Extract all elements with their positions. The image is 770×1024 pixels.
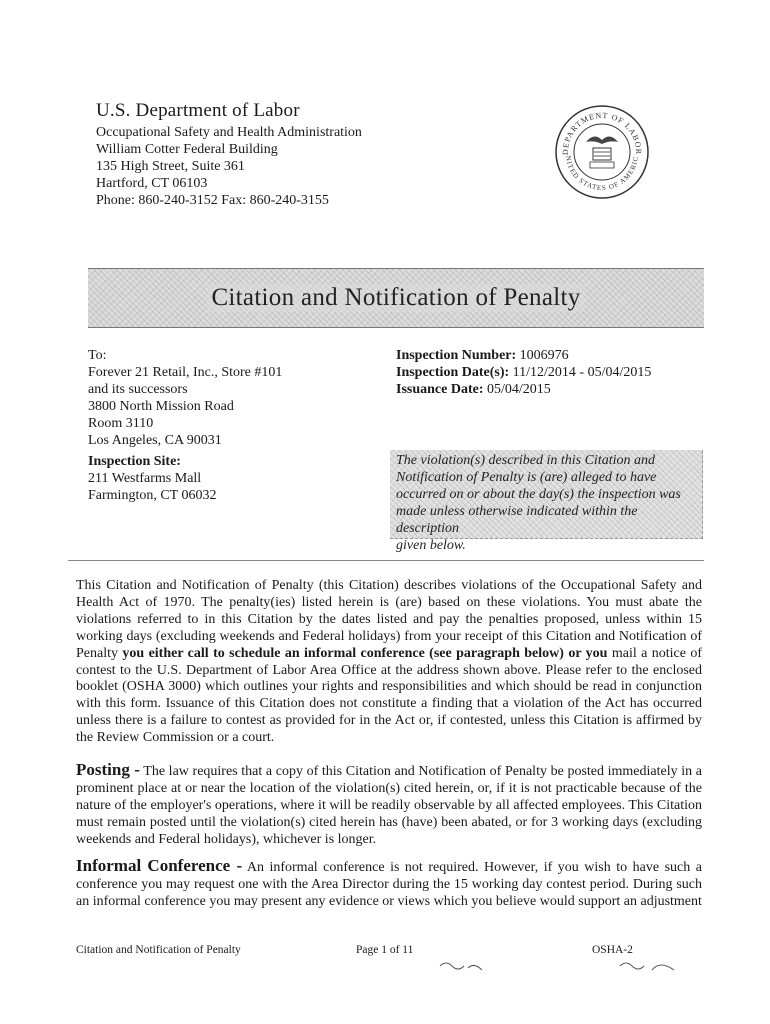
recipient-line: Forever 21 Retail, Inc., Store #101 — [88, 365, 283, 380]
intro-bold-text: you either call to schedule an informal conference (see paragraph below) or you — [122, 645, 608, 661]
street-address: 135 High Street, Suite 361 — [96, 159, 245, 174]
notice-line: made unless otherwise indicated within the description — [396, 504, 638, 536]
footer-form-id: OSHA-2 — [592, 944, 633, 956]
recipient-line: Room 3110 — [88, 416, 154, 431]
informal-conference-text: An informal conference is not required. However, if you wish to have such a conference you may request one with the Area Director during the 15 working day contest period. During such an informal conference you may present any evidence or views which you believe would support an adjustment — [76, 860, 702, 909]
city-state-zip: Hartford, CT 06103 — [96, 176, 208, 191]
recipient-block — [88, 347, 378, 504]
inspection-number-label: Inspection Number: — [396, 348, 517, 363]
handwritten-mark — [438, 958, 488, 976]
department-of-labor-seal-icon — [554, 104, 650, 200]
to-label: To: — [88, 348, 107, 363]
recipient-line: and its successors — [88, 382, 188, 397]
inspection-details — [396, 347, 696, 398]
title-banner — [88, 268, 704, 328]
posting-paragraph — [76, 762, 702, 849]
informal-conference-paragraph — [76, 858, 702, 911]
notice-line: occurred on or about the day(s) the inspection was — [396, 487, 681, 502]
notice-line: The violation(s) described in this Citation and — [396, 453, 655, 468]
inspection-site-line: 211 Westfarms Mall — [88, 471, 202, 486]
notice-line: Notification of Penalty is (are) alleged to have — [396, 470, 657, 485]
notice-line: given below. — [396, 538, 466, 553]
inspection-dates: 11/12/2014 - 05/04/2015 — [512, 365, 652, 380]
inspection-site-line: Farmington, CT 06032 — [88, 488, 217, 503]
agency-name: Occupational Safety and Health Administration — [96, 125, 362, 140]
letterhead — [96, 100, 362, 209]
violation-notice-box — [390, 450, 703, 553]
inspection-number: 1006976 — [519, 348, 569, 363]
citation-intro-paragraph — [76, 578, 702, 747]
issuance-date: 05/04/2015 — [487, 382, 551, 397]
recipient-line: 3800 North Mission Road — [88, 399, 234, 414]
intro-text: This Citation and Notification of Penalty (this Citation) describes violations of the Occupational Safety and Health Act of 1970. The penalty(ies) listed herein is (are) based on these violations. You must abate the violations referred to in this Citation by the dates listed and pay the penalties proposed, unless within 15 working days (excluding weekends and Federal holidays) from your receipt of this Citation and Notification of Penalty — [76, 578, 702, 661]
inspection-site-label: Inspection Site: — [88, 454, 181, 469]
issuance-date-label: Issuance Date: — [396, 382, 484, 397]
building-name: William Cotter Federal Building — [96, 142, 278, 157]
posting-text: The law requires that a copy of this Citation and Notification of Penalty be posted immediately in a prominent place at or near the location of the violation(s) cited herein, or, if it is not practicable because of the nature of the employer's operations, where it will be readily observable by all affected employees. This Citation must remain posted until the violation(s) cited herein has (have) been abated, or for 3 working days (excluding weekends and Federal holidays), whichever is longer. — [76, 764, 702, 847]
recipient-line: Los Angeles, CA 90031 — [88, 433, 222, 448]
footer-doc-title: Citation and Notification of Penalty — [76, 944, 241, 956]
divider — [68, 560, 704, 561]
handwritten-mark — [618, 958, 678, 976]
page-title: Citation and Notification of Penalty — [207, 284, 584, 312]
inspection-dates-label: Inspection Date(s): — [396, 365, 510, 380]
footer-page-number: Page 1 of 11 — [356, 944, 414, 956]
org-title: U.S. Department of Labor — [96, 100, 300, 121]
posting-heading: Posting - — [76, 760, 140, 779]
informal-conference-heading: Informal Conference - — [76, 856, 243, 875]
seal-top-text: DEPARTMENT OF LABOR — [560, 110, 644, 156]
phone-fax: Phone: 860-240-3152 Fax: 860-240-3155 — [96, 193, 329, 208]
seal-bottom-text: NITED STATES OF AMERIC — [563, 155, 641, 193]
intro-text-cont: mail a notice of contest to the U.S. Department of Labor Area Office at the address shown above. Please refer to the enclosed booklet (OSHA 3000) which outlines your rights and responsibilities and which should be read in conjunction with this form. Issuance of this Citation does not constitute a finding that a violation of the Act has occurred unless there is a failure to contest as provided for in the Act or, if contested, unless this Citation is affirmed by the Review Commission or a court. — [76, 645, 702, 746]
